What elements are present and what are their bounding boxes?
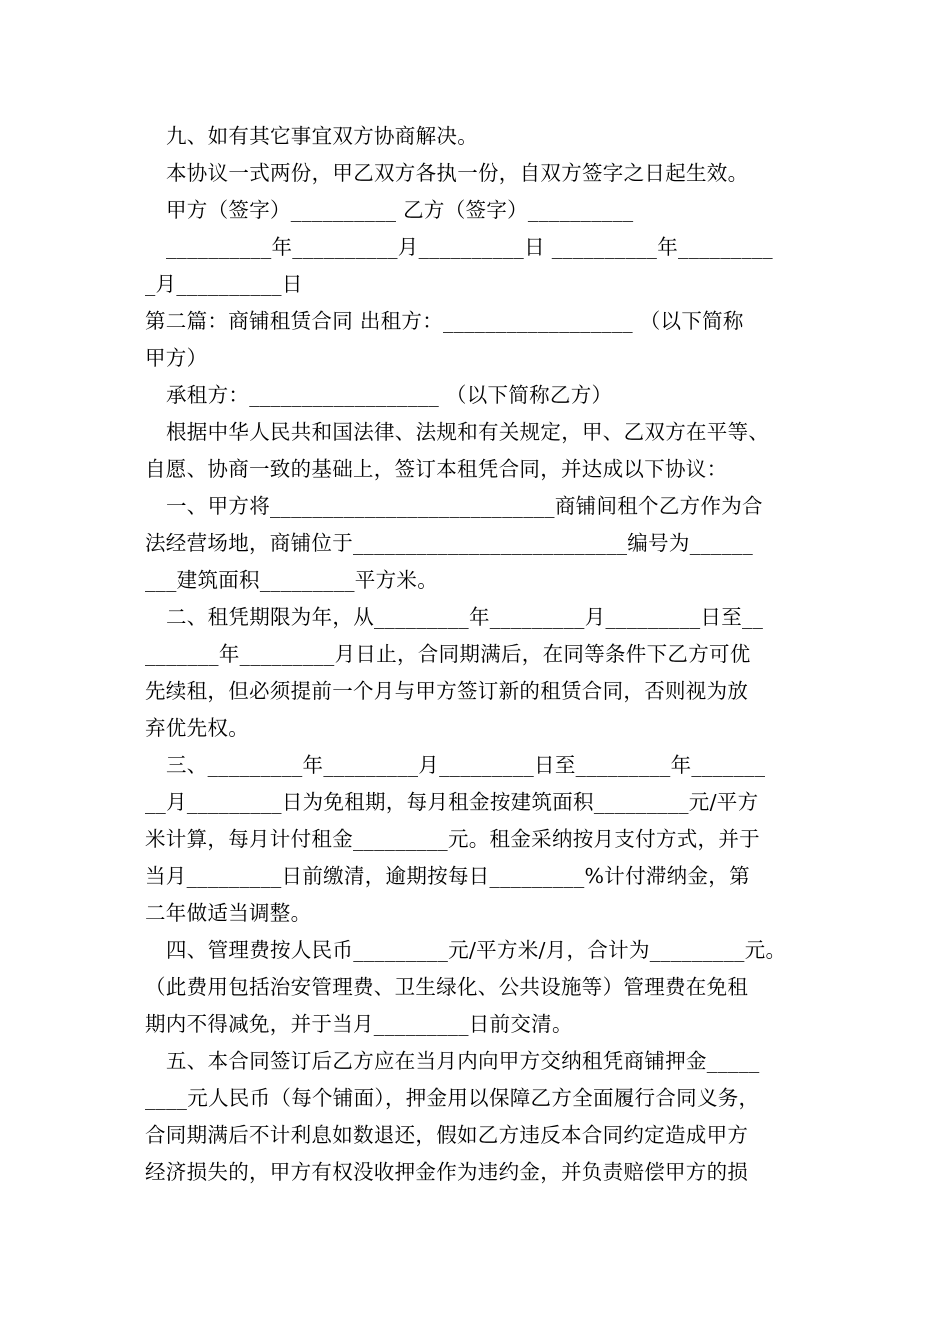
text-line: 二、租凭期限为年，从_________年_________月_________日至__: [166, 605, 764, 629]
text-line: 本协议一式两份，甲乙双方各执一份，自双方签字之日起生效。: [166, 161, 749, 185]
text-line: 五、本合同签订后乙方应在当月内向甲方交纳租凭商铺押金_____: [166, 1049, 760, 1073]
text-line: 当月_________日前缴清，逾期按每日_________%计付滞纳金，第: [145, 864, 750, 888]
text-line: （此费用包括治安管理费、卫生绿化、公共设施等）管理费在免租: [145, 975, 749, 999]
text-line: _______年_________月日止，合同期满后，在同等条件下乙方可优: [145, 642, 751, 666]
text-line: 甲方（签字）__________ 乙方（签字）__________: [166, 198, 634, 222]
text-line: 四、管理费按人民币_________元/平方米/月，合计为_________元。: [166, 938, 787, 962]
text-line: 根据中华人民共和国法律、法规和有关规定，甲、乙双方在平等、: [166, 420, 770, 444]
text-line: __________年__________月__________日 __________年_________: [166, 235, 773, 259]
text-line: 第二篇：商铺租赁合同 出租方：__________________ （以下简称: [145, 309, 744, 333]
text-line: 甲方）: [145, 346, 208, 370]
text-line: _月__________日: [145, 272, 303, 296]
text-line: 弃优先权。: [145, 716, 249, 740]
text-line: ___建筑面积_________平方米。: [145, 568, 438, 592]
text-line: 自愿、协商一致的基础上，签订本租凭合同，并达成以下协议：: [145, 457, 728, 481]
text-line: 经济损失的，甲方有权没收押金作为违约金，并负责赔偿甲方的损: [145, 1160, 749, 1184]
text-line: 法经营场地，商铺位于__________________________编号为______: [145, 531, 753, 555]
text-line: 三、_________年_________月_________日至_________年_______: [166, 753, 766, 777]
text-line: 一、甲方将___________________________商铺间租个乙方作为合: [166, 494, 763, 518]
text-line: 先续租，但必须提前一个月与甲方签订新的租赁合同，否则视为放: [145, 679, 749, 703]
document-page: [145, 118, 810, 1191]
text-line: 二年做适当调整。: [145, 901, 312, 925]
text-line: 承租方：__________________ （以下简称乙方）: [166, 383, 613, 407]
text-line: 九、如有其它事宜双方协商解决。: [166, 124, 478, 148]
text-line: 期内不得减免，并于当月_________日前交清。: [145, 1012, 573, 1036]
text-line: __月_________日为免租期，每月租金按建筑面积_________元/平方: [145, 790, 759, 814]
text-line: 米计算，每月计付租金_________元。租金采纳按月支付方式，并于: [145, 827, 760, 851]
text-line: 合同期满后不计利息如数退还，假如乙方违反本合同约定造成甲方: [145, 1123, 749, 1147]
text-line: ____元人民币（每个铺面），押金用以保障乙方全面履行合同义务，: [145, 1086, 760, 1110]
